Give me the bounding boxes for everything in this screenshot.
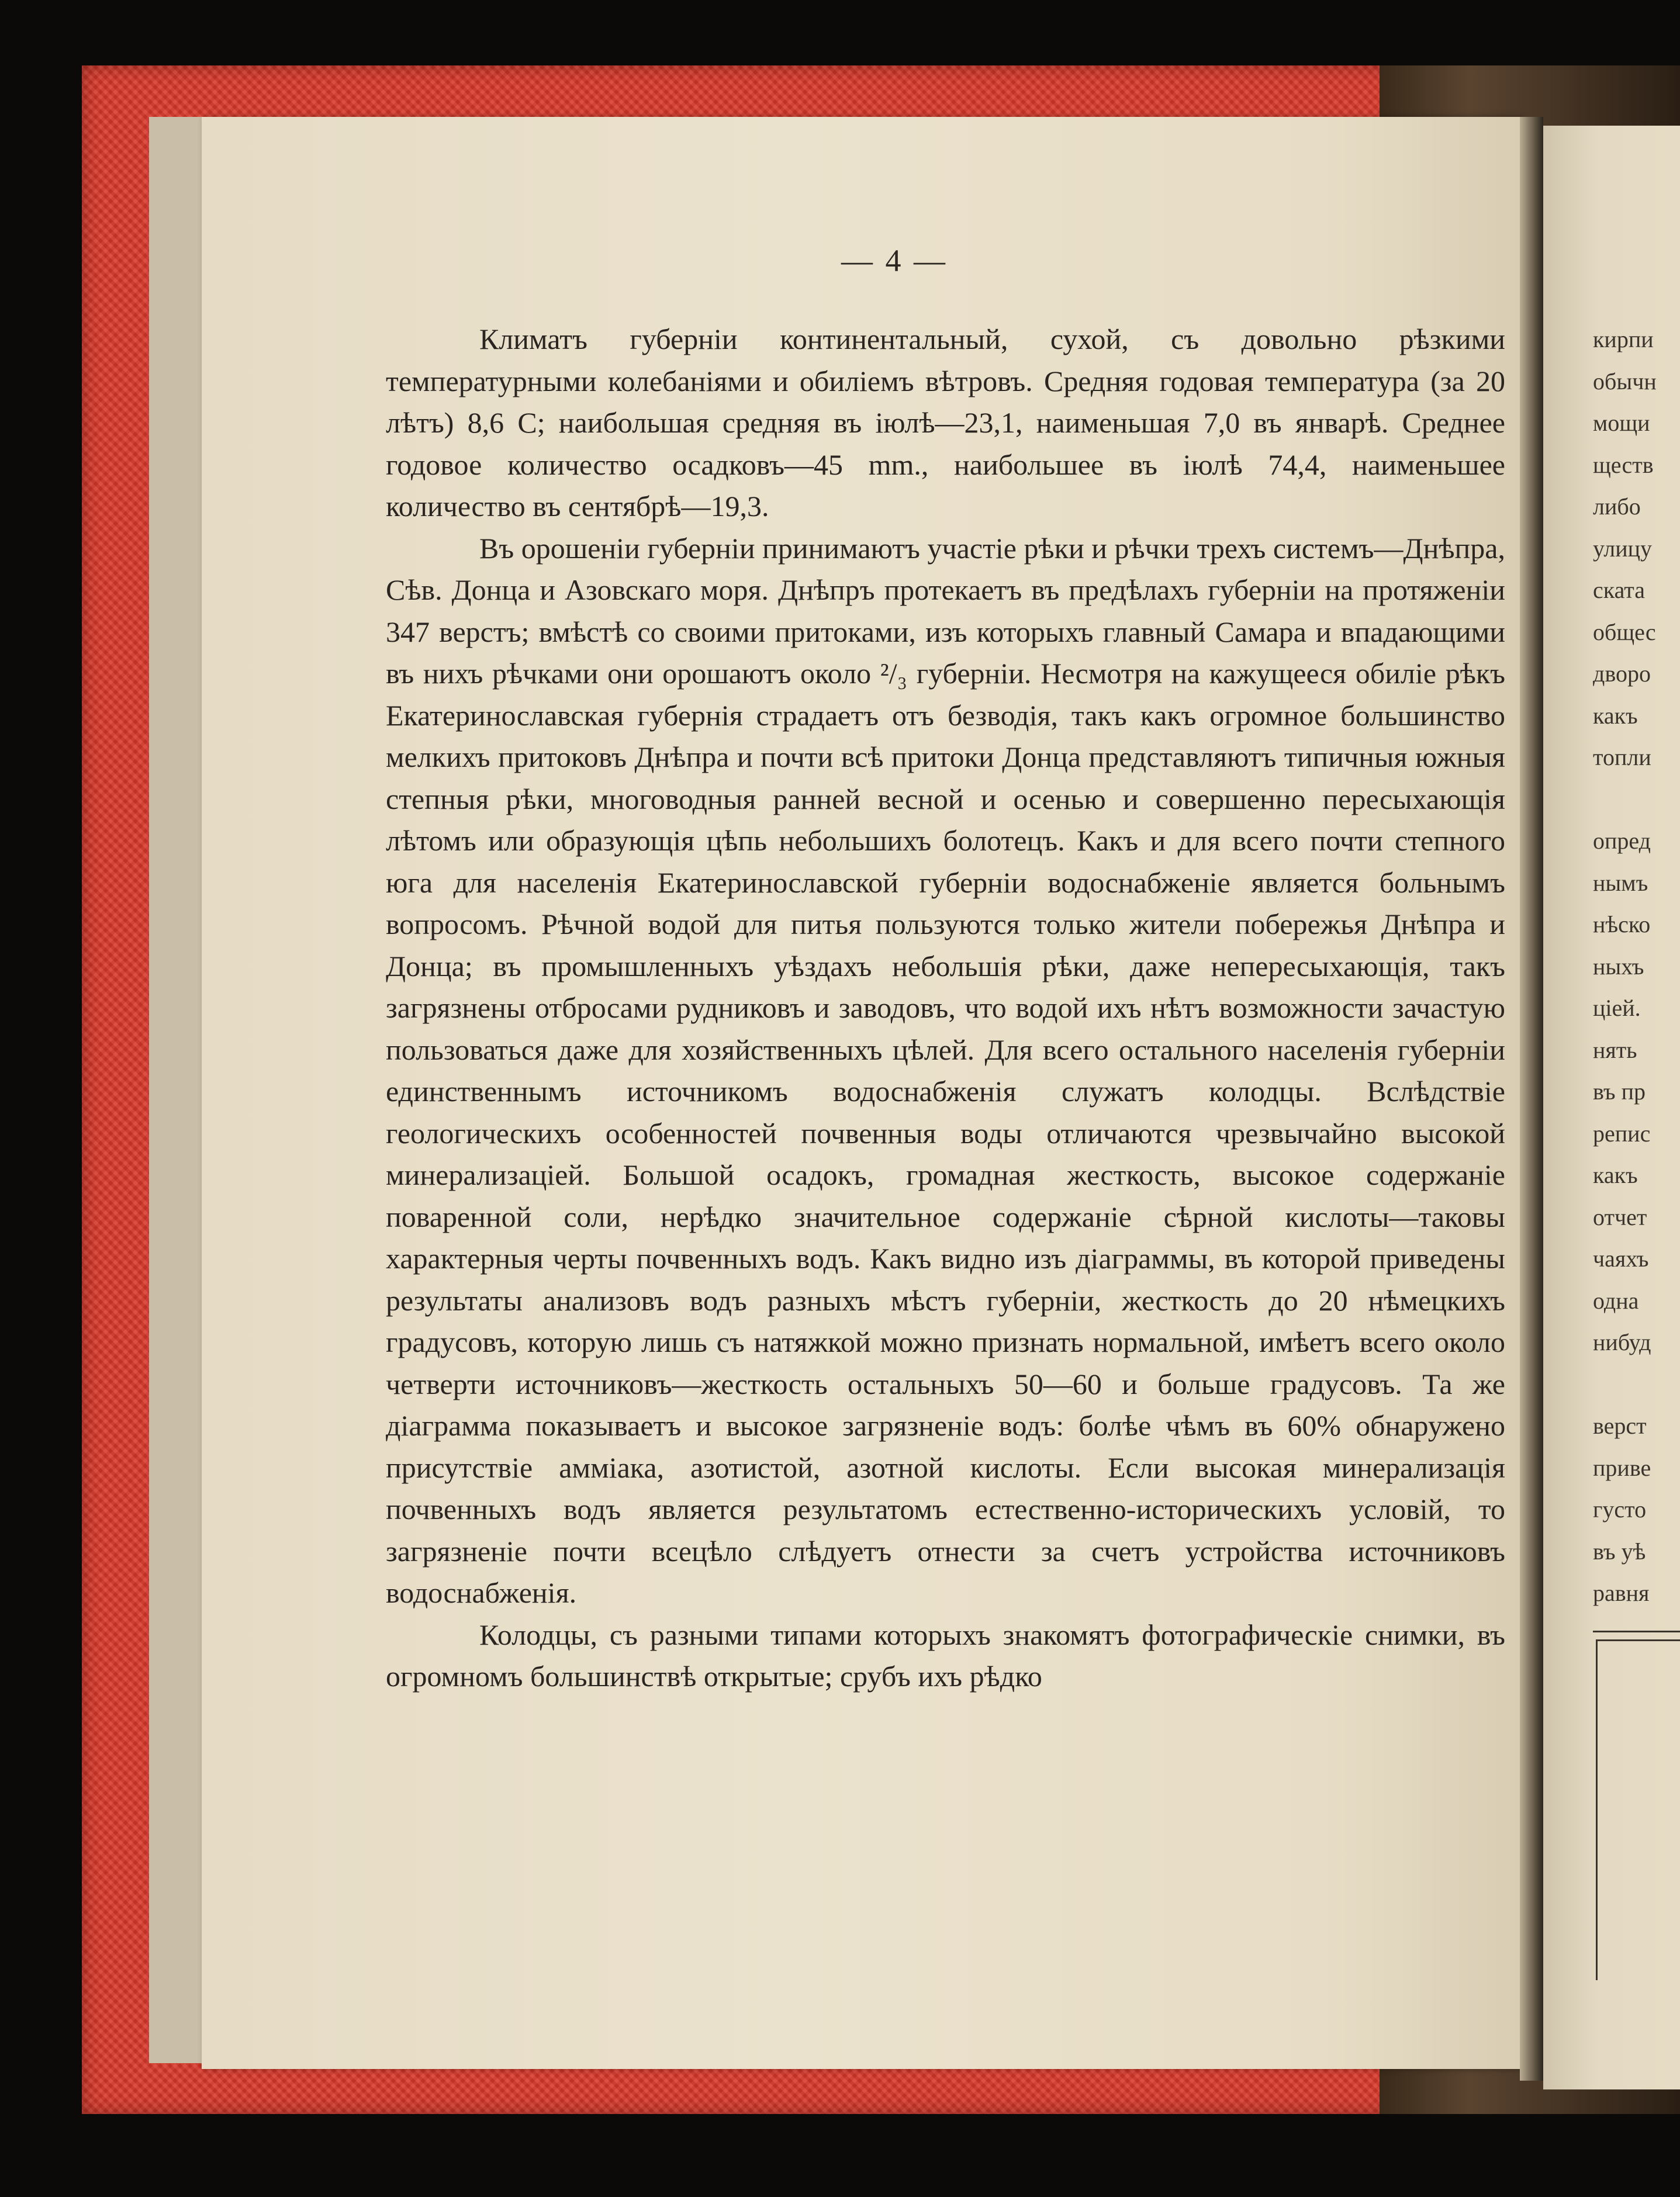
facing-page-text: [1593, 319, 1680, 1614]
facing-page-line: ныхъ: [1593, 953, 1644, 980]
facing-page-line: какъ: [1593, 702, 1638, 729]
facing-page-line: верст: [1593, 1413, 1647, 1439]
body-text: [386, 319, 1505, 1698]
facing-page-line: опред: [1593, 828, 1651, 854]
facing-page-line: въ пр: [1593, 1078, 1646, 1105]
facing-page-table: [1596, 1639, 1680, 1980]
facing-page-line: репис: [1593, 1120, 1651, 1147]
facing-page-line: одна: [1593, 1287, 1639, 1314]
facing-page-line: топли: [1593, 744, 1651, 770]
facing-page-line: ціей.: [1593, 995, 1641, 1021]
facing-page-line: нѣско: [1593, 911, 1651, 937]
paragraph-climate: Климатъ губерніи континентальный, сухой, съ довольно рѣзкими температурными колебаніями и обиліемъ вѣтровъ. Средняя годовая температура (за 20 лѣтъ) 8,6 С; наибольшая средняя въ іюлѣ—23,1, наименьшая 7,0 въ январѣ. Среднее годовое количество осадковъ—45 mm., наибольшее въ іюлѣ 74,4, наименьшее количество въ сентябрѣ—19,3.: [386, 323, 1505, 523]
facing-page-rule: [1593, 1631, 1680, 1632]
facing-page-line: какъ: [1593, 1162, 1638, 1188]
facing-page-line: нять: [1593, 1036, 1637, 1063]
facing-page-line: отчет: [1593, 1203, 1647, 1230]
facing-page-line: ществ: [1593, 451, 1654, 478]
facing-page-line: [1593, 1364, 1680, 1406]
page-number: — 4 —: [841, 243, 948, 278]
facing-page-line: нымъ: [1593, 869, 1648, 896]
facing-page-line: мощи: [1593, 410, 1650, 436]
facing-page-line: равня: [1593, 1580, 1650, 1606]
facing-page-line: густо: [1593, 1496, 1647, 1523]
facing-page-line: обычн: [1593, 368, 1657, 395]
facing-page-line: приве: [1593, 1454, 1651, 1481]
facing-page-line: дворо: [1593, 660, 1651, 687]
page-gutter: [1520, 117, 1543, 2081]
facing-page-line: въ уѣ: [1593, 1538, 1646, 1565]
facing-page-line: ската: [1593, 577, 1646, 603]
facing-page-line: либо: [1593, 493, 1641, 520]
facing-page-line: улицу: [1593, 535, 1653, 562]
paragraph-irrigation: Въ орошеніи губерніи принимаютъ участіе рѣки и рѣчки трехъ системъ—Днѣпра, Сѣв. Донца и Азовскаго моря. Днѣпръ протекаетъ въ предѣлахъ губерніи на протяженіи 347 верстъ; вмѣстѣ со своими притоками, изъ которыхъ главный Самара и впадающими въ нихъ рѣчками они орошаютъ около ²/₃ губерніи. Несмотря на кажущееся обиліе рѣкъ Екатеринославская губернія страдаетъ отъ безводія, такъ какъ огромное большинство мелкихъ притоковъ Днѣпра и почти всѣ притоки Донца представляютъ типичныя южныя степныя рѣки, многоводныя ранней весной и осенью и совершенно пересыхающія лѣтомъ или образующія цѣпь небольшихъ болотецъ. Какъ и для всего почти степного юга для населенія Екатеринославской губерніи водоснабженіе является больнымъ вопросомъ. Рѣчной водой для питья пользуются только жители побережья Днѣпра и Донца; въ промышленныхъ уѣздахъ небольшія рѣки, даже непересыхающія, такъ загрязнены отбросами рудниковъ и заводовъ, что водой ихъ нѣтъ возможности зачастую пользоваться даже для хозяйственныхъ цѣлей. Для всего остального населенія губерніи единственнымъ источникомъ водоснабженія служатъ колодцы. Вслѣдствіе геологическихъ особенностей почвенныя воды отличаются чрезвычайно высокой минерализаціей. Большой осадокъ, громадная жесткость, высокое содержаніе поваренной соли, нерѣдко значительное содержаніе сѣрной кислоты—таковы характерныя черты почвенныхъ водъ. Какъ видно изъ діаграммы, въ которой приведены результаты анализовъ водъ разныхъ мѣстъ губерніи, жесткость до 20 нѣмецкихъ градусовъ, которую лишь съ натяжкой можно признать нормальной, имѣетъ всего около четверти источниковъ—жесткость остальныхъ 50—60 и больше градусовъ. Та же діаграмма показываетъ и высокое загрязненіе водъ: болѣе чѣмъ въ 60% обнаружено присутствіе амміака, азотистой, азотной кислоты. Если высокая минерализація почвенныхъ водъ является результатомъ естественно-историческихъ условій, то загрязненіе почти всецѣло слѣдуетъ отнести за счетъ устройства источниковъ водоснабженія.: [386, 531, 1505, 1609]
paragraph-wells: Колодцы, съ разными типами которыхъ знакомятъ фотографическіе снимки, въ огромномъ большинствѣ открытые; срубъ ихъ рѣдко: [386, 1618, 1505, 1693]
facing-page-line: общес: [1593, 618, 1656, 645]
facing-page-line: чаяхъ: [1593, 1245, 1649, 1272]
facing-page-line: [1593, 779, 1680, 821]
facing-page-line: кирпи: [1593, 326, 1654, 352]
facing-page-line: нибуд: [1593, 1329, 1651, 1355]
